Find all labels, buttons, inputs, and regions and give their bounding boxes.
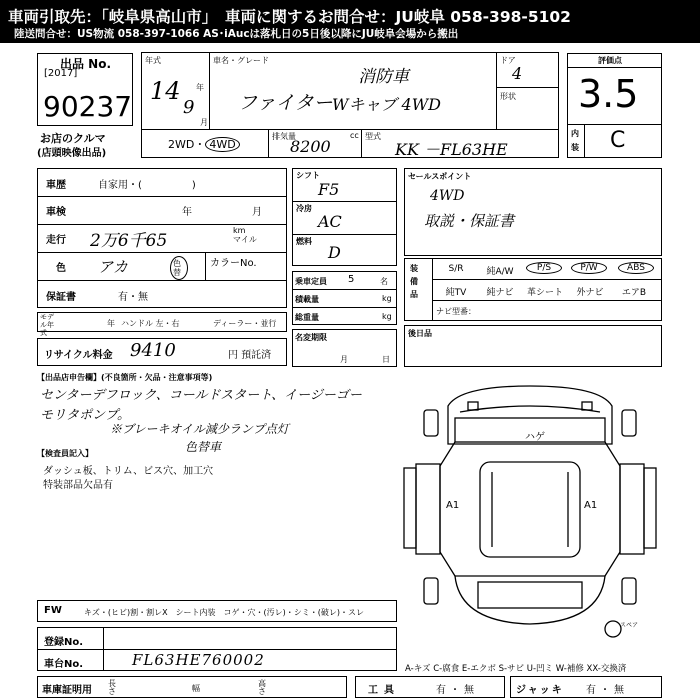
color-no-label: カラーNo. xyxy=(210,258,257,269)
load-label: 積載量 xyxy=(295,295,319,304)
capacity-unit: 名 xyxy=(380,277,388,286)
equip-ext-navi: 外ナビ xyxy=(576,288,604,298)
notes-line2: モリタポンプ。 xyxy=(40,408,130,423)
model-label: 型式 xyxy=(365,132,381,141)
tools-label: 工具 xyxy=(368,685,400,696)
model-year-label: モデル年式 xyxy=(40,313,54,337)
car-grade: Wキャブ 4WD xyxy=(332,95,441,114)
sales-label: セールスポイント xyxy=(408,172,472,181)
equipment-label: 装備品 xyxy=(410,264,418,299)
car-grade-top: 消防車 xyxy=(358,67,409,87)
header-line1: 車両引取先：「岐阜県高山市」 車両に関するお問合せ：JU岐阜 058-398-5102 xyxy=(8,8,571,26)
displacement-label: 排気量 xyxy=(272,132,296,141)
displacement-unit: cc xyxy=(350,131,359,140)
name-change-day: 日 xyxy=(382,355,390,364)
gross-unit: kg xyxy=(382,312,392,321)
diagram-a1-right: A1 xyxy=(584,500,598,511)
notes-line4: 色替車 xyxy=(185,440,222,454)
shift-value: F5 xyxy=(318,180,340,199)
model-value: KK －FL63HE xyxy=(395,140,508,159)
diagram-hage: ハゲ xyxy=(525,432,545,443)
doors-label: ドア xyxy=(500,56,516,65)
month-value: 9 xyxy=(183,97,195,118)
inspection-year-unit: 年 xyxy=(182,207,192,218)
inspection-label: 車検 xyxy=(46,207,66,218)
color-original: 色替 xyxy=(170,256,188,280)
inspector-label: 【検査員記入】 xyxy=(37,449,93,458)
ac-value: AC xyxy=(318,212,342,231)
inspection-month-unit: 月 xyxy=(252,207,262,218)
notes-line1: センターデフロック、コールドスタート、イージーゴー xyxy=(40,388,362,403)
recycle-label: リサイクル料金 xyxy=(44,350,113,361)
equip-pw: P/W xyxy=(571,262,607,274)
sales-line2: 取説・保証書 xyxy=(424,212,515,230)
notes-label: 【出品店申告欄】(不良箇所・欠品・注意事項等) xyxy=(37,373,213,382)
shape-label: 形状 xyxy=(500,92,516,101)
import-option: ディーラー・並行 xyxy=(213,319,277,328)
equip-tv: 純TV xyxy=(445,288,467,298)
chassis-value: FL63HE760002 xyxy=(132,651,265,669)
warranty-label: 保証書 xyxy=(46,292,76,303)
chassis-label: 車台No. xyxy=(44,659,84,670)
listing-number: 90237 xyxy=(43,90,133,123)
equip-sr: S/R xyxy=(448,264,464,274)
cert-height: 高さ xyxy=(258,679,266,696)
capacity-value: 5 xyxy=(348,274,355,285)
interior-label-bottom: 装 xyxy=(571,143,579,152)
year-unit: 年 xyxy=(196,83,204,92)
jack-label: ジャッキ xyxy=(516,685,564,696)
navi-model: ナビ型番： xyxy=(436,307,476,316)
history-value: 自家用・( ) xyxy=(98,180,196,191)
gross-label: 総重量 xyxy=(295,313,319,322)
doors-value: 4 xyxy=(512,64,523,83)
shift-label: シフト xyxy=(296,171,320,180)
later-box xyxy=(404,325,662,367)
fw-label: FW xyxy=(44,605,62,616)
fuel-label: 燃料 xyxy=(296,237,312,246)
displacement-value: 8200 xyxy=(290,137,331,156)
sales-line1: 4WD xyxy=(430,188,465,204)
inspector-line2: 特装部品欠品有 xyxy=(43,480,113,491)
diagram-spare: スペア xyxy=(620,622,639,629)
name-change-unit: 月 xyxy=(340,355,348,364)
interior-value: C xyxy=(610,128,626,153)
jack-value: 有・無 xyxy=(586,685,628,696)
mileage-value: 2万6千65 xyxy=(90,231,168,251)
color-label: 色 xyxy=(56,263,66,274)
equip-leather: 革シート xyxy=(526,288,563,298)
later-label: 後日品 xyxy=(408,329,432,338)
month-unit: 月 xyxy=(200,118,208,127)
car-name: ファイター xyxy=(238,92,333,114)
equip-airbag: エアB xyxy=(621,288,647,298)
equip-navi: 純ナビ xyxy=(486,288,514,298)
ac-label: 冷房 xyxy=(296,204,312,213)
equip-alloy: 純A/W xyxy=(486,267,514,277)
year-label: 年式 xyxy=(145,56,161,65)
capacity-label: 乗車定員 xyxy=(295,277,327,286)
fw-text: キズ・(ヒビ)割・割レX シート内装 コゲ・穴・(汚レ)・シミ・(破レ)・スレ xyxy=(84,608,365,617)
warranty-value: 有・無 xyxy=(118,292,148,303)
handle-option: ハンドル 左・右 xyxy=(121,319,180,328)
shop-sub: (店頭映像出品) xyxy=(37,148,107,159)
recycle-value: 9410 xyxy=(130,340,176,361)
fuel-value: D xyxy=(328,243,341,262)
year-value: 14 xyxy=(150,77,181,105)
name-change-label: 名変期限 xyxy=(295,333,327,342)
mileage-label: 走行 xyxy=(46,235,66,246)
drive-type: 2WD・ 4WD xyxy=(168,136,240,152)
cert-length: 長さ xyxy=(108,679,116,696)
mileage-unit: km マイル xyxy=(233,226,257,244)
score-value: 3.5 xyxy=(578,72,639,116)
listing-year-tag: [2017] xyxy=(44,68,78,79)
tools-value: 有・無 xyxy=(436,685,478,696)
notes-line3: ※ブレーキオイル減少ランプ点灯 xyxy=(110,422,289,436)
color-value: アカ xyxy=(98,258,128,276)
inspector-line1: ダッシュ板、トリム、ビス穴、加工穴 xyxy=(43,466,214,477)
registration-label: 登録No. xyxy=(44,637,84,648)
car-label: 車名・グレード xyxy=(213,56,269,65)
equip-ps: P/S xyxy=(526,262,562,274)
damage-legend: A-キズ C-腐食 E-エクボ S-サビ U-凹ミ W-補修 XX-交換済 xyxy=(405,664,627,674)
header-line2: 陸送問合せ：US物流 058-397-1066 AS･iAucは落札日の5日後以降にJU岐阜会場から搬出 xyxy=(14,28,459,40)
equip-abs: ABS xyxy=(618,262,654,274)
interior-label-top: 内 xyxy=(571,129,579,138)
cert-label: 車庫証明用 xyxy=(42,685,92,696)
model-year-unit: 年 xyxy=(107,319,115,328)
score-label: 評価点 xyxy=(598,56,622,65)
diagram-a1-left: A1 xyxy=(446,500,460,511)
recycle-unit: 円 預託済 xyxy=(228,350,272,361)
shop-label: お店のクルマ xyxy=(40,132,106,145)
car-diagram xyxy=(400,372,662,642)
load-unit: kg xyxy=(382,294,392,303)
history-label: 車歴 xyxy=(46,180,66,191)
shift-box xyxy=(292,168,397,266)
listing-no-label: 出品 No. xyxy=(60,57,112,71)
cert-width: 幅 xyxy=(192,684,200,693)
